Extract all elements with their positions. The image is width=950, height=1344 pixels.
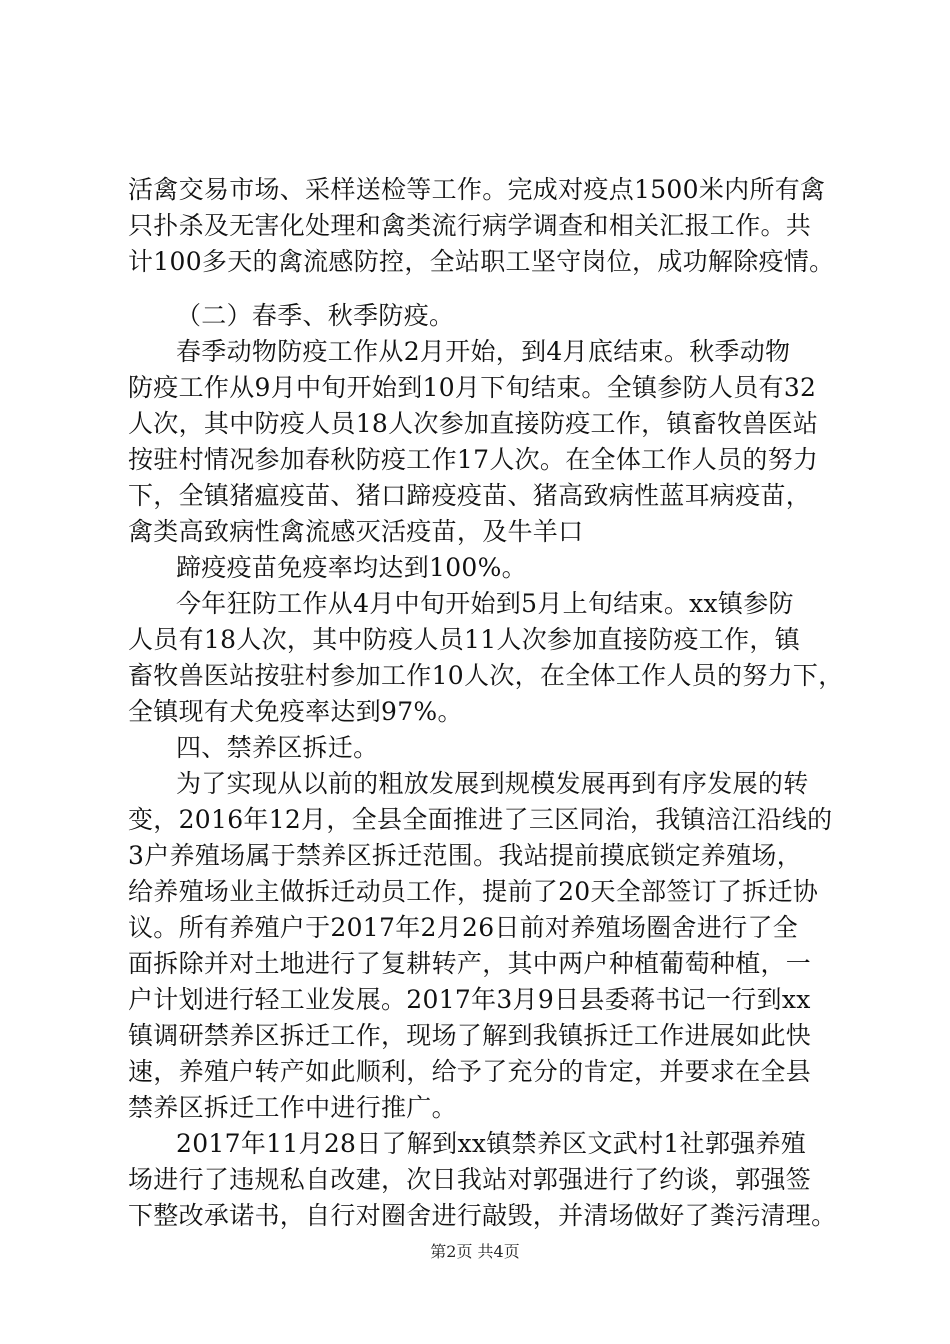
paragraph-line: 人员有18人次，其中防疫人员11人次参加直接防疫工作，镇 [128, 625, 801, 654]
paragraph-line: 议。所有养殖户于2017年2月26日前对养殖场圈舍进行了全 [128, 913, 799, 942]
paragraph-line: 户计划进行轻工业发展。2017年3月9日县委蒋书记一行到xx [128, 985, 811, 1014]
paragraph-line: 只扑杀及无害化处理和禽类流行病学调查和相关汇报工作。共 [128, 211, 812, 240]
paragraph-line: 为了实现从以前的粗放发展到规模发展再到有序发展的转 [176, 769, 809, 798]
paragraph-line: 按驻村情况参加春秋防疫工作17人次。在全体工作人员的努力 [128, 445, 819, 474]
paragraph-line: 活禽交易市场、采样送检等工作。完成对疫点1500米内所有禽 [128, 175, 826, 204]
paragraph-line: 镇调研禁养区拆迁工作，现场了解到我镇拆迁工作进展如此快 [128, 1021, 812, 1050]
paragraph-line: 3户养殖场属于禁养区拆迁范围。我站提前摸底锁定养殖场， [128, 841, 803, 870]
paragraph-line: 计100多天的禽流感防控，全站职工坚守岗位，成功解除疫情。 [128, 247, 835, 276]
paragraph-line: 面拆除并对土地进行了复耕转产，其中两户种植葡萄种植，一 [128, 949, 812, 978]
page-number-footer: 第2页 共4页 [430, 1242, 520, 1261]
paragraph-line: 2017年11月28日了解到xx镇禁养区文武村1社郭强养殖 [176, 1129, 807, 1158]
section-heading: 四、禁养区拆迁。 [176, 733, 379, 762]
paragraph-line: 给养殖场业主做拆迁动员工作，提前了20天全部签订了拆迁协 [128, 877, 819, 906]
paragraph-line: 全镇现有犬免疫率达到97%。 [128, 697, 463, 726]
paragraph-line: 下，全镇猪瘟疫苗、猪口蹄疫疫苗、猪高致病性蓝耳病疫苗， [128, 481, 812, 510]
paragraph-line: 速，养殖户转产如此顺利，给予了充分的肯定，并要求在全县 [128, 1057, 812, 1086]
paragraph-line: 春季动物防疫工作从2月开始，到4月底结束。秋季动物 [176, 337, 791, 366]
paragraph-line: 蹄疫疫苗免疫率均达到100%。 [176, 553, 527, 582]
paragraph-line: 场进行了违规私自改建，次日我站对郭强进行了约谈，郭强签 [128, 1165, 812, 1194]
paragraph-line: 防疫工作从9月中旬开始到10月下旬结束。全镇参防人员有32 [128, 373, 817, 402]
paragraph-line: 禽类高致病性禽流感灭活疫苗，及牛羊口 [128, 517, 584, 546]
paragraph-line: 禁养区拆迁工作中进行推广。 [128, 1093, 457, 1122]
paragraph-line: 变，2016年12月，全县全面推进了三区同治，我镇涪江沿线的 [128, 805, 833, 834]
section-heading: （二）春季、秋季防疫。 [176, 301, 455, 330]
paragraph-line: 今年狂防工作从4月中旬开始到5月上旬结束。xx镇参防 [176, 589, 794, 618]
paragraph-line: 畜牧兽医站按驻村参加工作10人次，在全体工作人员的努力下， [128, 661, 844, 690]
paragraph-line: 人次，其中防疫人员18人次参加直接防疫工作，镇畜牧兽医站 [128, 409, 819, 438]
paragraph-line: 下整改承诺书，自行对圈舍进行敲毁，并清场做好了粪污清理。 [128, 1201, 837, 1230]
